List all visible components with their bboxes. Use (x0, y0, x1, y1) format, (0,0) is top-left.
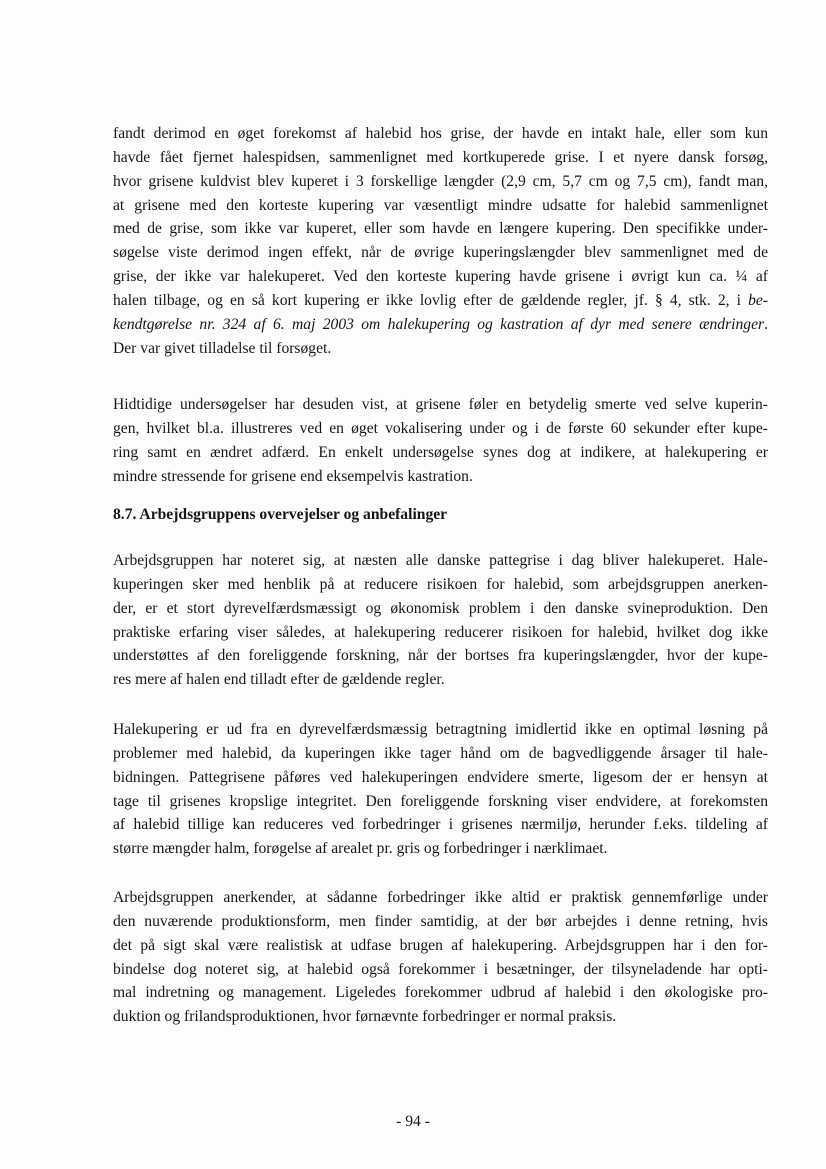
text-line (113, 934, 768, 958)
text-run: res mere af halen end tilladt efter de gældende regler. (113, 671, 445, 689)
text-run: praktiske erfaring viser således, at halekupering reducerer risikoen for halebid, hvilket dog ikke (113, 623, 768, 641)
text-line (113, 621, 768, 645)
text-line (113, 573, 768, 597)
section-heading: 8.7. Arbejdsgruppens overvejelser og anbefalinger (113, 506, 448, 523)
text-line (113, 597, 768, 621)
paragraph (113, 886, 768, 1029)
text-run: tage til grisenes kropslige integritet. Den foreliggende forskning viser endvidere, at forekomsten (113, 792, 768, 810)
paragraph (113, 122, 768, 360)
text-run: med de grise, som ikke var kuperet, eller som havde en længere kupering. Den specifikke under- (113, 220, 768, 238)
text-line (113, 668, 768, 692)
text-run: Der var givet tilladelse til forsøget. (113, 339, 332, 357)
text-run: Halekupering er ud fra en dyrevelfærdsmæssig betragtning imidlertid ikke en optimal løsning på (113, 721, 768, 738)
text-line (113, 813, 768, 837)
text-run: kuperingen sker med henblik på at reducere risikoen for halebid, som arbejdsgruppen anerken- (113, 575, 768, 593)
text-run: af halebid tillige kan reduceres ved forbedringer i grisenes nærmiljø, herunder f.eks. tildeling af (113, 816, 768, 834)
text-run: bidningen. Pattegrisene påføres ved halekuperingen endvidere smerte, ligesom der er hensyn at (113, 768, 768, 786)
text-line (113, 1005, 768, 1029)
text-run: havde fået fjernet halespidsen, sammenlignet med kortkuperede grise. I et nyere dansk forsøg, (113, 148, 768, 166)
text-line (113, 958, 768, 982)
text-run: fandt derimod en øget forekomst af halebid hos grise, der havde en intakt hale, eller som kun (113, 125, 768, 142)
text-run: duktion og frilandsproduktionen, hvor førnævnte forbedringer er normal praksis. (113, 1008, 617, 1026)
text-line (113, 837, 768, 861)
text-line (113, 241, 768, 265)
page-number: - 94 - (396, 1113, 430, 1130)
text-line (113, 313, 768, 337)
text-run: Hidtidige undersøgelser har desuden vist, at grisene føler en betydelig smerte ved selve kuperin- (113, 396, 768, 413)
text-line (113, 742, 768, 766)
italic-text: be- (748, 291, 768, 309)
text-line (113, 644, 768, 668)
text-line (113, 766, 768, 790)
text-run: bindelse dog noteret sig, at halebid også forekommer i besætninger, der tilsyneladende har opti- (113, 960, 768, 978)
text-line (113, 217, 768, 241)
text-run: der, er et stort dyrevelfærdsmæssigt og økonomisk problem i den danske svineproduktion. Den (113, 599, 768, 617)
text-run: Arbejdsgruppen anerkender, at sådanne forbedringer ikke altid er praktisk gennemførlige under (113, 889, 768, 906)
text-run: ring samt en ændret adfærd. En enkelt undersøgelse synes dog at indikere, at halekupering er (113, 443, 768, 461)
text-line (113, 718, 768, 742)
text-line (113, 337, 768, 361)
text-run: mindre stressende for grisene end eksempelvis kastration. (113, 467, 473, 485)
text-line (113, 122, 768, 146)
text-run: gen, hvilket bl.a. illustreres ved en øget vokalisering under og i de første 60 sekunder efter kupe- (113, 419, 768, 437)
text-line (113, 790, 768, 814)
text-run: grise, der ikke var halekuperet. Ved den korteste kupering havde grisene i øvrigt kun ca. ¼ af (113, 268, 768, 286)
text-line (113, 194, 768, 218)
italic-text: kendtgørelse nr. 324 af 6. maj 2003 om halekupering og kastration af dyr med senere ændringer (113, 315, 765, 333)
text-line (113, 981, 768, 1005)
text-run: mal indretning og management. Ligeledes forekommer udbrud af halebid i den økologiske pro- (113, 984, 768, 1002)
text-line (113, 441, 768, 465)
text-line (113, 417, 768, 441)
text-line (113, 549, 768, 573)
text-run: den nuværende produktionsform, men finder samtidig, at der bør arbejdes i denne retning, hvis (113, 912, 768, 930)
text-line (113, 465, 768, 489)
text-run: det på sigt skal være realistisk at udfase brugen af halekupering. Arbejdsgruppen har i den for- (113, 936, 768, 954)
text-run: søgelse viste derimod ingen effekt, når de øvrige kuperingslængder blev sammenlignet med de (113, 244, 768, 262)
text-run: understøttes af den foreliggende forskning, når der bortses fra kuperingslængder, hvor der kupe- (113, 647, 768, 665)
text-run: problemer med halebid, da kuperingen ikke tager hånd om de bagvedliggende årsager til hale- (113, 744, 768, 762)
text-line (113, 886, 768, 910)
text-line (113, 289, 768, 313)
paragraph (113, 718, 768, 861)
paragraph (113, 393, 768, 488)
text-line (113, 146, 768, 170)
text-line (113, 910, 768, 934)
text-line (113, 393, 768, 417)
text-line (113, 170, 768, 194)
paragraph (113, 549, 768, 692)
text-run: halen tilbage, og en så kort kupering er ikke lovlig efter de gældende regler, jf. § 4, stk. 2, i (113, 291, 749, 309)
text-run: større mængder halm, forøgelse af arealet pr. gris og forbedringer i nærklimaet. (113, 840, 608, 858)
text-run: hvor grisene kuldvist blev kuperet i 3 forskellige længder (2,9 cm, 5,7 cm og 7,5 cm), fandt man, (113, 172, 768, 190)
text-run: at grisene med den korteste kupering var væsentligt mindre udsatte for halebid sammenlignet (113, 196, 768, 214)
text-run: . (764, 315, 768, 333)
text-run: Arbejdsgruppen har noteret sig, at næsten alle danske pattegrise i dag bliver halekuperet. Hale- (113, 552, 768, 569)
text-line (113, 265, 768, 289)
